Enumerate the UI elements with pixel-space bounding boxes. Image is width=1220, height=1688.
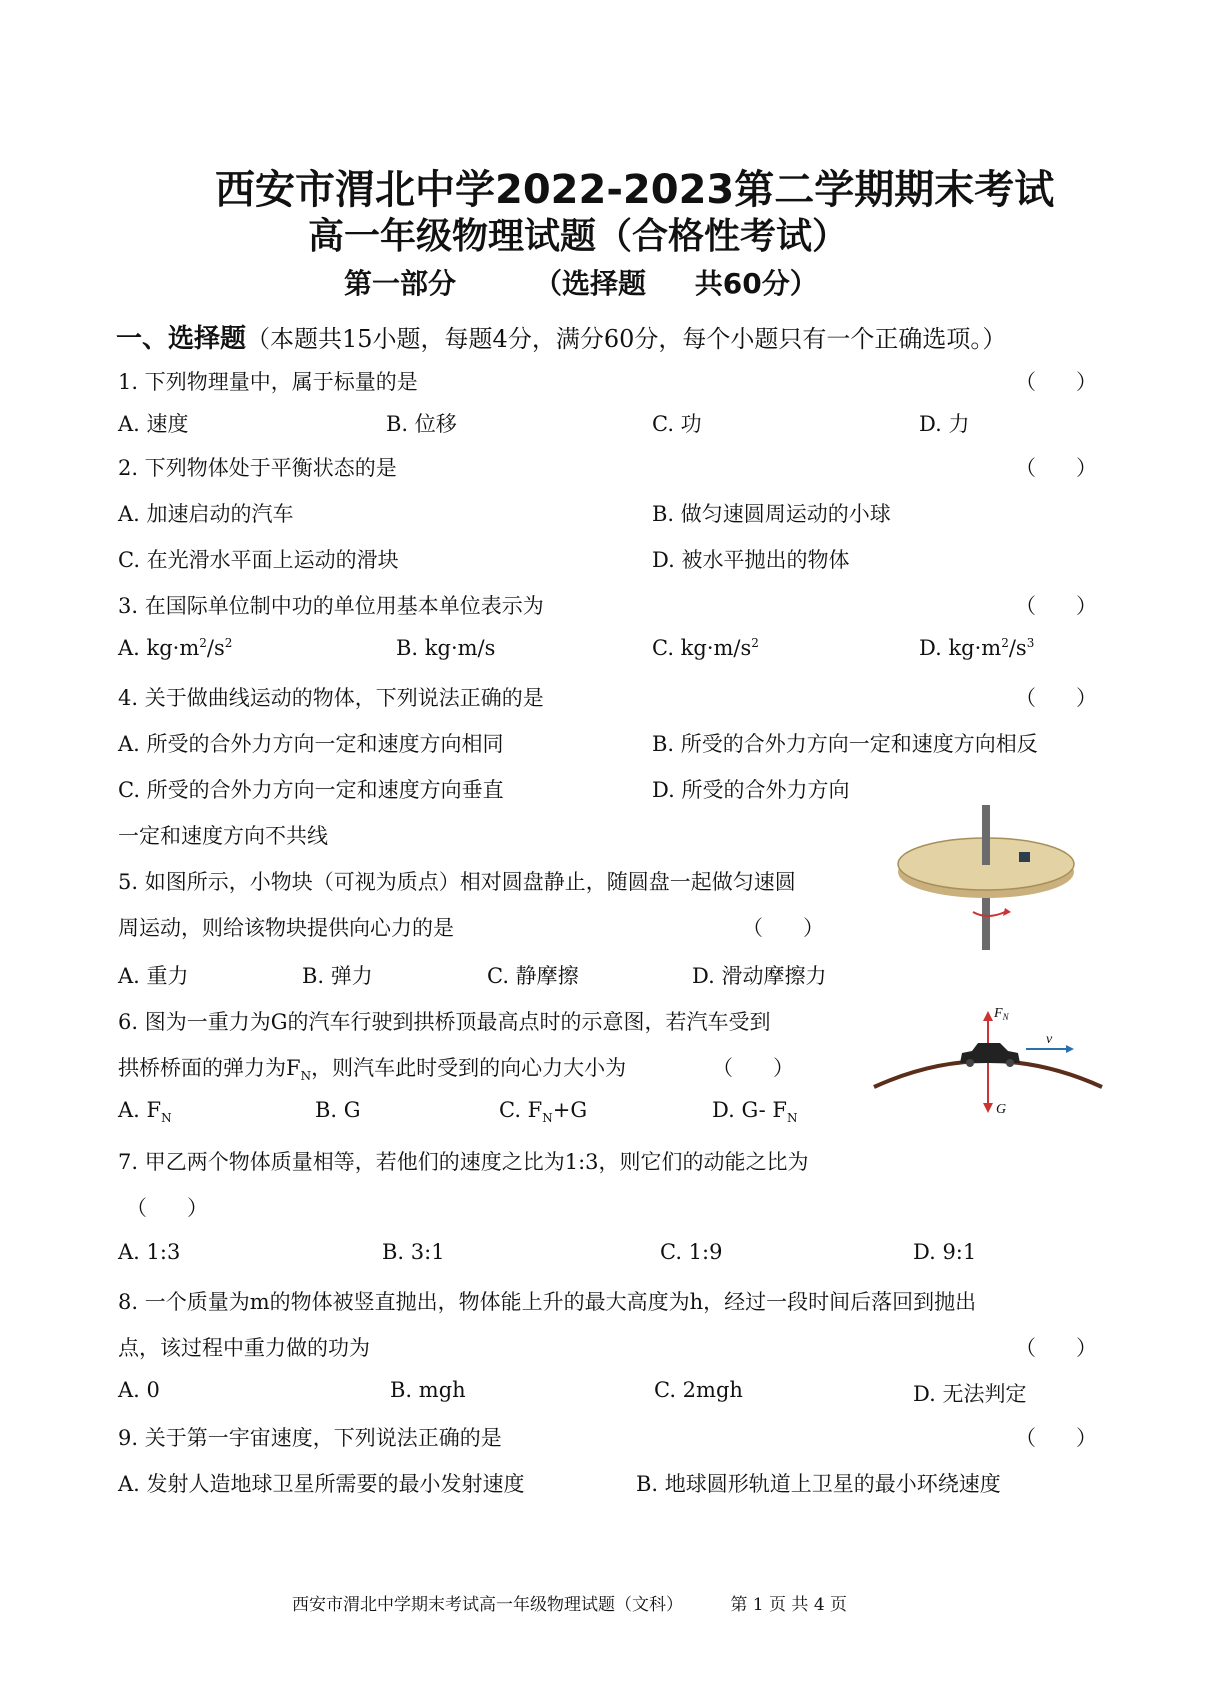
answer-blank: （ ） — [742, 916, 825, 940]
exam-subtitle: 高一年级物理试题（合格性考试） — [308, 216, 849, 257]
superscript: 2 — [199, 636, 207, 650]
question-stem: 9. 关于第一宇宙速度，下列说法正确的是 — [118, 1426, 502, 1450]
stem-text: ，则汽车此时受到的向心力大小为 — [311, 1056, 627, 1080]
rotation-arrowhead — [1003, 908, 1011, 916]
superscript: 2 — [224, 636, 233, 650]
option: A. 速度 — [118, 412, 189, 436]
superscript: 2 — [1001, 636, 1009, 650]
subscript: N — [786, 1111, 798, 1126]
question-stem: 7. 甲乙两个物体质量相等，若他们的速度之比为1:3，则它们的动能之比为 — [118, 1150, 809, 1174]
option: C. 所受的合外力方向一定和速度方向垂直 — [118, 778, 504, 802]
car-wheel — [1006, 1059, 1014, 1067]
option-text: C. F — [499, 1098, 543, 1122]
answer-blank: （ ） — [1015, 1426, 1098, 1450]
option: D. 力 — [919, 412, 970, 436]
small-block — [1019, 852, 1030, 862]
fn-label: $F_N$ — [994, 1006, 1009, 1022]
v-label: v — [1046, 1032, 1053, 1047]
option: C. 静摩擦 — [487, 964, 579, 988]
option: D. 滑动摩擦力 — [692, 964, 827, 988]
option: D. 无法判定 — [913, 1382, 1027, 1406]
option — [919, 636, 1034, 660]
option-text: A. F — [118, 1098, 162, 1122]
question-stem — [118, 1052, 626, 1083]
option: B. 弹力 — [302, 964, 373, 988]
option: C. 1:9 — [660, 1240, 723, 1264]
option — [499, 1098, 587, 1125]
option — [118, 636, 232, 660]
answer-blank: （ ） — [126, 1196, 209, 1220]
answer-blank: （ ） — [1015, 1336, 1098, 1360]
question-stem: 2. 下列物体处于平衡状态的是 — [118, 456, 397, 480]
option-text: +G — [552, 1098, 588, 1122]
option: C. 功 — [652, 412, 702, 436]
exam-title: 西安市渭北中学2022-2023第二学期期末考试 — [215, 167, 1055, 213]
unit-text: /s — [206, 636, 225, 660]
superscript: 2 — [751, 636, 759, 650]
section-note: （本题共15小题，每题4分，满分60分，每个小题只有一个正确选项。） — [246, 325, 1007, 353]
option: A. 0 — [118, 1378, 160, 1402]
question-stem: 3. 在国际单位制中功的单位用基本单位表示为 — [118, 594, 544, 618]
option — [652, 636, 759, 660]
option-text: C. kg·m/s — [652, 636, 752, 660]
subscript: N — [300, 1069, 312, 1084]
option: D. 被水平抛出的物体 — [652, 548, 850, 572]
option: A. 加速启动的汽车 — [118, 502, 294, 526]
option: D. 所受的合外力方向 — [652, 778, 850, 802]
option: B. kg·m/s — [396, 636, 496, 660]
option: C. 在光滑水平面上运动的滑块 — [118, 548, 399, 572]
question-stem: 8. 一个质量为m的物体被竖直抛出，物体能上升的最大高度为h，经过一段时间后落回到抛出 — [118, 1290, 977, 1314]
superscript: 3 — [1026, 636, 1035, 650]
option-text: A. kg·m — [118, 636, 200, 660]
option — [118, 1098, 172, 1125]
question-stem: 点，该过程中重力做的功为 — [118, 1336, 370, 1360]
footer-text: 西安市渭北中学期末考试高一年级物理试题（文科） — [292, 1595, 683, 1615]
question-stem: 周运动，则给该物块提供向心力的是 — [118, 916, 454, 940]
stem-text: 拱桥桥面的弹力为F — [118, 1056, 301, 1080]
question-stem: 6. 图为一重力为G的汽车行驶到拱桥顶最高点时的示意图，若汽车受到 — [118, 1010, 771, 1034]
section-heading — [116, 318, 1006, 355]
option-text: D. kg·m — [919, 636, 1002, 660]
car-wheel — [966, 1059, 974, 1067]
option: B. 3:1 — [382, 1240, 445, 1264]
answer-blank: （ ） — [1015, 594, 1098, 618]
subscript: N — [161, 1111, 172, 1126]
page-footer — [292, 1590, 847, 1615]
option: A. 1:3 — [118, 1240, 181, 1264]
option: B. 所受的合外力方向一定和速度方向相反 — [652, 732, 1038, 756]
rotating-disc-figure — [895, 800, 1085, 950]
g-label: G — [996, 1102, 1007, 1117]
question-stem: 1. 下列物理量中，属于标量的是 — [118, 370, 418, 394]
arch-bridge-figure — [868, 1005, 1108, 1130]
question-stem: 5. 如图所示，小物块（可视为质点）相对圆盘静止，随圆盘一起做匀速圆 — [118, 870, 796, 894]
subscript: N — [542, 1111, 553, 1126]
velocity-arrowhead — [1066, 1045, 1074, 1053]
option — [712, 1098, 797, 1125]
option: B. mgh — [390, 1378, 466, 1402]
option: A. 重力 — [118, 964, 189, 988]
section-label: 一、选择题 — [116, 324, 247, 354]
g-arrowhead — [983, 1103, 993, 1113]
answer-blank: （ ） — [1015, 456, 1098, 480]
option: C. 2mgh — [654, 1378, 743, 1402]
question-stem: 4. 关于做曲线运动的物体，下列说法正确的是 — [118, 686, 544, 710]
option-continuation: 一定和速度方向不共线 — [118, 824, 328, 848]
unit-text: /s — [1008, 636, 1027, 660]
answer-blank: （ ） — [1015, 686, 1098, 710]
option: B. 地球圆形轨道上卫星的最小环绕速度 — [636, 1472, 1001, 1496]
answer-blank: （ ） — [1015, 370, 1098, 394]
option: D. 9:1 — [913, 1240, 977, 1264]
axle-upper — [982, 805, 990, 865]
option: A. 所受的合外力方向一定和速度方向相同 — [118, 732, 504, 756]
fn-arrowhead — [983, 1011, 993, 1021]
page-number: 第 1 页 共 4 页 — [730, 1595, 848, 1615]
option: B. 位移 — [386, 412, 457, 436]
option: B. 做匀速圆周运动的小球 — [652, 502, 891, 526]
part-heading: 第一部分 （选择题 共60分） — [344, 267, 818, 300]
option: B. G — [315, 1098, 361, 1122]
answer-blank: （ ） — [712, 1056, 795, 1080]
option: A. 发射人造地球卫星所需要的最小发射速度 — [118, 1472, 525, 1496]
option-text: D. G- F — [712, 1098, 787, 1122]
